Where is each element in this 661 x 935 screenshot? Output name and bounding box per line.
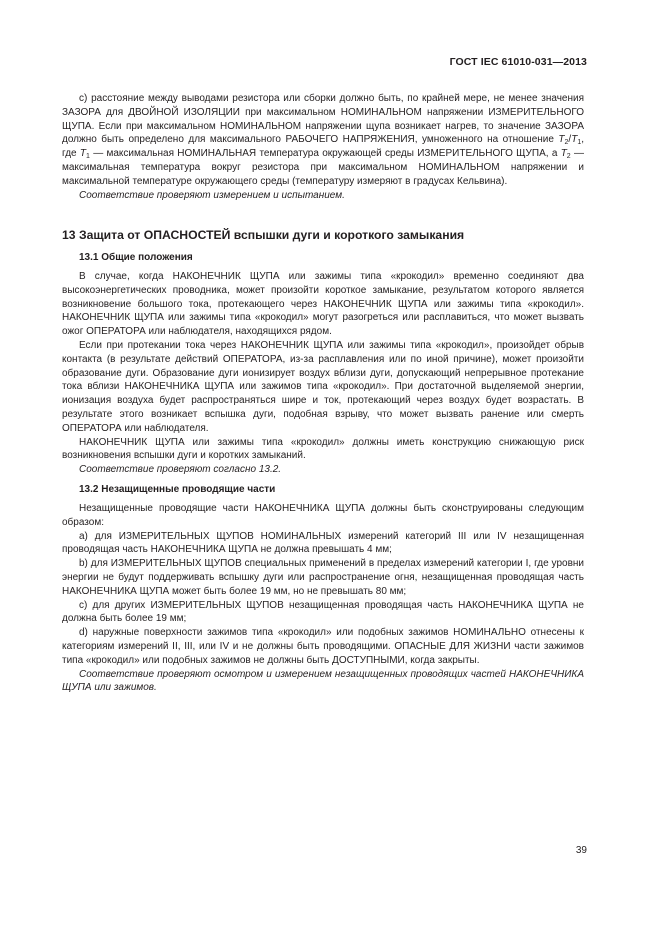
list-item-a: а) для ИЗМЕРИТЕЛЬНЫХ ЩУПОВ НОМИНАЛЬНЫХ измерений категорий III или IV незащищенная проводящая часть НАКОНЕЧНИКА ЩУПА не должна превышать 4 мм; [62,530,584,556]
section-13-1-body [62,270,584,477]
symbol-t2: T [558,134,565,146]
page-number: 39 [575,845,587,856]
subsection-13-2-title: 13.2 Незащищенные проводящие части [79,484,276,495]
section-13-2-body [62,502,584,695]
clause-c-block [62,92,584,202]
clause-c-t2-description: — максимальная температура вокруг резистора при максимальном НОМИНАЛЬНОМ напряжении и максимальной температуре окружающего среды (температуру измеряют в градусах Кельвина). [62,148,584,187]
symbol-t2-subscript: 2 [564,139,569,147]
clause-c-paragraph [62,92,584,189]
fraction-slash: / [568,134,572,146]
paragraph-arc-formation: Если при протекании тока через НАКОНЕЧНИК ЩУПА или зажимы типа «крокодил», произойдет обрыв контакта (в результате действий ОПЕРАТОРА, из-за расплавления или по иной причине), может произойти образование дуги. Образование дуги ионизирует воздух вблизи дуги, допускающий непрерывное протекание тока вблизи НАКОНЕЧНИКА ЩУПА или зажимов типа «крокодил». При достаточной выделяемой энергии, ионизация воздуха будет распространяться шире и ток, протекающий через воздух будет возрастать. В результате этого возникает вспышка дуги, подобная взрыву, что может вызвать ранение или смерть ОПЕРАТОРА или наблюдателя. [62,339,584,434]
clause-c-t1-description: — максимальная НОМИНАЛЬНАЯ температура окружающей среды ИЗМЕРИТЕЛЬНОГО ЩУПА, а [89,148,561,160]
paragraph-short-circuit: В случае, когда НАКОНЕЧНИК ЩУПА или зажимы типа «крокодил» временно соединяют два высокоэнергетических проводника, может произойти короткое замыкание, результатом которого является возникновение большого тока, протекающего через НАКОНЕЧНИК ЩУПА или зажимы типа «крокодил». НАКОНЕЧНИК ЩУПА или зажимы типа «крокодил» могут разогреться или расплавиться, что может вызвать ожог ОПЕРАТОРА или наблюдателя, находящихся рядом. [62,271,584,338]
list-item-c: c) для других ИЗМЕРИТЕЛЬНЫХ ЩУПОВ незащищенная проводящая часть НАКОНЕЧНИКА ЩУПА не должна быть более 19 мм; [62,599,584,625]
compliance-13-2-reference: Соответствие проверяют согласно 13.2. [79,464,282,476]
list-item-b: b) для ИЗМЕРИТЕЛЬНЫХ ЩУПОВ специальных применений в пределах измерений категории I, где уровни энергии не будут поддерживать вспышку дуги или распространение огня, незащищенная проводящая часть НАКОНЕЧНИКА ЩУПА может быть более 19 мм, но не превышать 80 мм; [62,558,584,597]
symbol-t2-def-subscript: 2 [566,153,571,161]
compliance-inspection: Соответствие проверяют осмотром и измерением незащищенных проводящих частей НАКОНЕЧНИКА ЩУПА или зажимов. [62,668,584,694]
symbol-t2-def: T [560,148,567,160]
compliance-measurement: Соответствие проверяют измерением и испытанием. [79,189,345,201]
symbol-t1-subscript: 1 [577,139,582,147]
list-item-d: d) наружные поверхности зажимов типа «крокодил» или подобных зажимов НОМИНАЛЬНО отнесены к категориям измерений II, III, или IV и не должны быть проводящими. ОПАСНЫЕ ДЛЯ ЖИЗНИ части зажимов типа «крокодил» или подобных зажимов не должны быть ДОСТУПНЫМИ, когда закрыты. [62,627,584,666]
paragraph-unprotected-parts-intro: Незащищенные проводящие части НАКОНЕЧНИКА ЩУПА должны быть сконструированы следующим образом: [62,503,584,528]
subsection-13-1-title: 13.1 Общие положения [79,252,193,263]
symbol-t1: T [571,134,578,146]
clause-c-text-1: c) расстояние между выводами резистора или сборки должно быть, по крайней мере, не менее значения ЗАЗОРА для ДВОЙНОЙ ИЗОЛЯЦИИ при максимальном НОМИНАЛЬНОМ напряжении ИЗМЕРИТЕЛЬНОГО ЩУПА. Если при максимальном НОМИНАЛЬНОМ напряжении щупа возникает нагрев, то значение ЗАЗОРА должно быть определено для максимального РАБОЧЕГО НАПРЯЖЕНИЯ, умноженного на отношение [62,93,584,146]
paragraph-construction-requirement: НАКОНЕЧНИК ЩУПА или зажимы типа «крокодил» должны иметь конструкцию снижающую риск возникновения вспышки дуги и коротких замыканий. [62,436,584,462]
symbol-t1-def: T [79,148,86,160]
document-header: ГОСТ IEC 61010-031—2013 [449,56,587,68]
section-13-title: 13 Защита от ОПАСНОСТЕЙ вспышки дуги и короткого замыкания [62,228,465,242]
clause-c-where: , где [62,134,584,160]
symbol-t1-def-subscript: 1 [86,153,90,161]
